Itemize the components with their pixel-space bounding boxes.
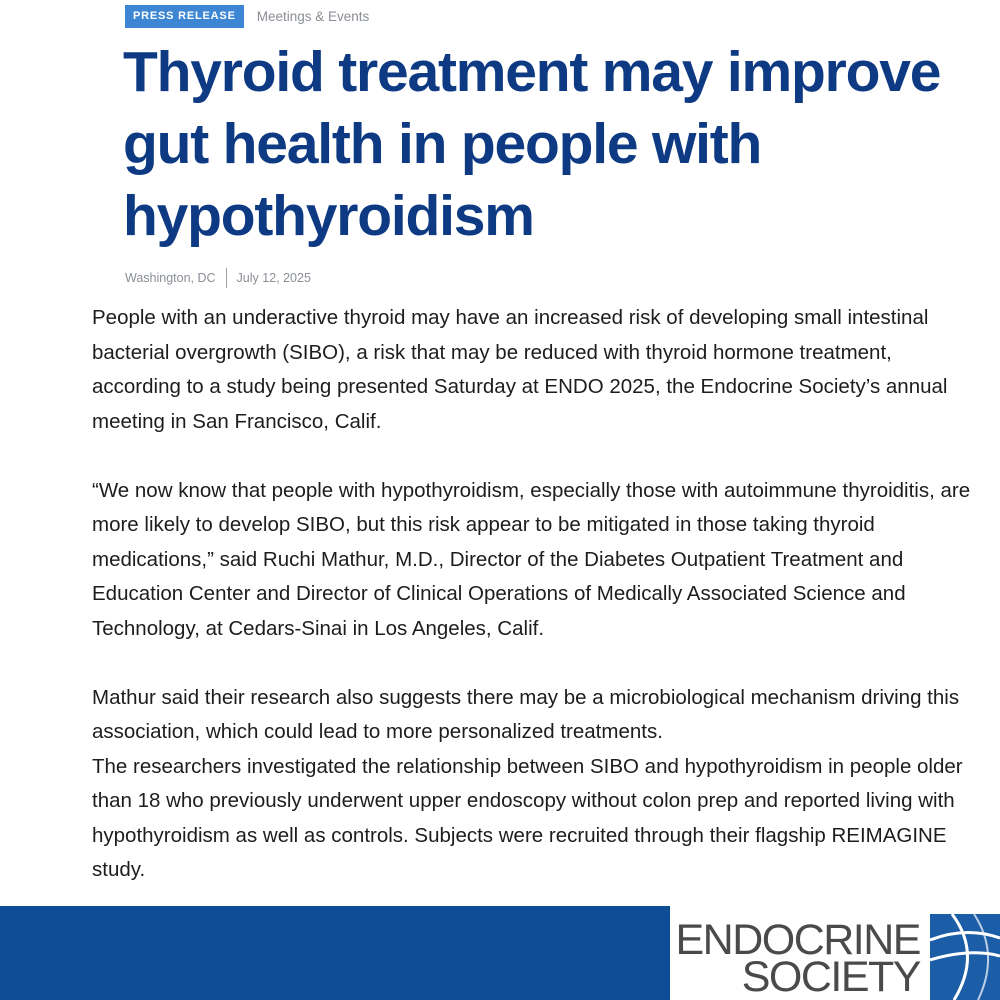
category-link[interactable]: Meetings & Events xyxy=(256,8,370,24)
article-body xyxy=(92,301,972,888)
dateline xyxy=(125,267,311,289)
paragraph-mechanism: Mathur said their research also suggests there may be a microbiological mechanism driving this association, which could lead to more personalized treatments. xyxy=(92,685,960,743)
press-release-badge[interactable]: PRESS RELEASE xyxy=(125,5,244,28)
globe-logo-icon xyxy=(930,914,1000,1000)
paragraph-quote: “We now know that people with hypothyroidism, especially those with autoimmune thyroiditis, are more likely to develop SIBO, but this risk appear to be mitigated in those taking thyroid medications,” said Ruchi Mathur, M.D., Director of the Diabetes Outpatient Treatment and Education Center and Director of Clinical Operations of Medically Associated Science and Technology, at Cedars-Sinai in Los Angeles, Calif. xyxy=(92,478,971,640)
tag-row xyxy=(125,4,369,28)
paragraph-study: The researchers investigated the relationship between SIBO and hypothyroidism in people older than 18 who previously underwent upper endoscopy without colon prep and reported living with hypothyroidism as well as controls. Subjects were recruited through their flagship REIMAGINE study. xyxy=(92,754,963,881)
location: Washington, DC xyxy=(125,271,216,285)
publish-date: July 12, 2025 xyxy=(236,271,311,285)
footer-bar xyxy=(0,906,670,1000)
paragraph-intro: People with an underactive thyroid may have an increased risk of developing small intestinal bacterial overgrowth (SIBO), a risk that may be reduced with thyroid hormone treatment, according to a study being presented Saturday at ENDO 2025, the Endocrine Society’s annual meeting in San Francisco, Calif. xyxy=(92,306,948,433)
dateline-divider xyxy=(226,268,227,288)
logo-text-society: SOCIETY xyxy=(741,953,920,1000)
logo-text-endocrine: ENDOCRINE xyxy=(675,916,920,964)
headline: Thyroid treatment may improve gut health in people with hypothyroidism xyxy=(123,40,941,248)
